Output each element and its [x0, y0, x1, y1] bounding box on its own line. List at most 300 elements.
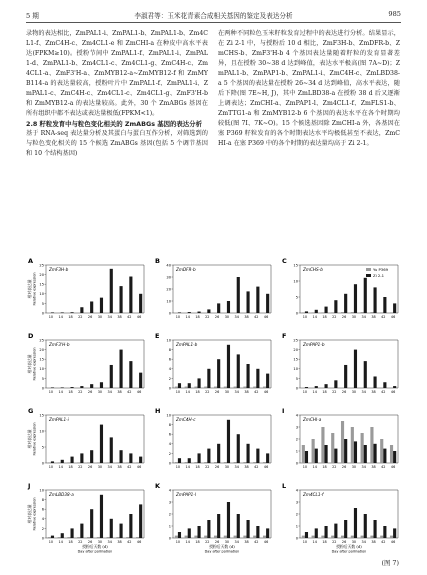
bar-yu-p369: [67, 537, 70, 538]
bar-zi-2-1: [139, 294, 142, 313]
bar-yu-p369: [224, 387, 227, 388]
x-tick-label: 38: [371, 390, 376, 394]
y-axis-label-en: Relative expression: [32, 422, 37, 456]
y-tick-label: 6: [168, 432, 171, 437]
bar-yu-p369: [194, 462, 197, 463]
x-tick-label: 18: [322, 540, 327, 544]
legend-label-yu-p369: Yu P369: [373, 266, 389, 272]
bar-zi-2-1: [120, 350, 123, 388]
x-tick-label: 42: [381, 540, 386, 544]
bar-zi-2-1: [139, 457, 142, 463]
bar-zi-2-1: [315, 528, 318, 538]
x-tick-label: 34: [361, 390, 366, 394]
bar-zi-2-1: [198, 378, 201, 388]
x-tick-label: 26: [214, 465, 220, 469]
y-tick-label: 0: [168, 536, 171, 541]
bar-yu-p369: [234, 387, 237, 388]
y-axis-label-cn: 相对表达量: [27, 429, 32, 449]
bar-zi-2-1: [334, 300, 337, 313]
bar-zi-2-1: [80, 453, 83, 463]
x-tick-label: 26: [214, 315, 220, 319]
bar-yu-p369: [312, 439, 315, 463]
bar-zi-2-1: [383, 449, 386, 463]
x-tick-label: 38: [244, 465, 249, 469]
x-axis-label-cn: 授粉后天数 (d): [209, 544, 235, 549]
y-tick-label: 20: [293, 348, 298, 352]
bar-zi-2-1: [227, 345, 230, 388]
bar-yu-p369: [234, 536, 237, 538]
x-tick-label: 14: [312, 390, 317, 394]
x-tick-label: 46: [390, 390, 396, 394]
bar-yu-p369: [175, 536, 178, 538]
x-axis-label-en: Day after pollination: [331, 549, 367, 554]
bar-zi-2-1: [90, 384, 93, 388]
bar-zi-2-1: [61, 312, 64, 313]
bar-zi-2-1: [178, 532, 181, 538]
x-tick-label: 22: [205, 465, 210, 469]
y-tick-label: 4: [168, 488, 171, 493]
bar-zi-2-1: [393, 303, 396, 313]
bar-zi-2-1: [120, 286, 123, 313]
x-tick-label: 34: [107, 540, 112, 544]
bar-zi-2-1: [247, 291, 250, 313]
panel-letter: H: [155, 407, 161, 415]
x-tick-label: 38: [371, 315, 376, 319]
x-tick-label: 10: [302, 540, 308, 544]
x-tick-label: 34: [361, 465, 366, 469]
bar-yu-p369: [126, 537, 129, 538]
y-tick-label: 0: [295, 311, 298, 316]
x-tick-label: 38: [244, 540, 249, 544]
x-tick-label: 42: [127, 540, 132, 544]
x-tick-label: 14: [58, 540, 63, 544]
header-rule: [26, 22, 401, 23]
bar-zi-2-1: [217, 359, 220, 388]
y-tick-label: 0: [168, 461, 171, 466]
bar-zi-2-1: [383, 526, 386, 538]
x-tick-label: 46: [263, 315, 269, 319]
issue-number: 5 期: [26, 12, 39, 20]
x-tick-label: 18: [322, 465, 327, 469]
x-tick-label: 42: [381, 465, 386, 469]
x-axis-label-en: Day after pollination: [204, 549, 240, 554]
bar-zi-2-1: [227, 502, 230, 538]
bar-yu-p369: [204, 387, 207, 388]
bar-zi-2-1: [100, 495, 103, 538]
bar-yu-p369: [312, 536, 315, 538]
right-column: [218, 29, 400, 149]
x-tick-label: 46: [390, 315, 396, 319]
x-tick-label: 30: [351, 390, 357, 394]
bar-zi-2-1: [207, 309, 210, 313]
bar-yu-p369: [370, 536, 373, 538]
x-tick-label: 26: [341, 540, 347, 544]
bar-yu-p369: [341, 312, 344, 313]
bar-zi-2-1: [207, 520, 210, 538]
bar-zi-2-1: [71, 312, 74, 313]
bar-zi-2-1: [207, 369, 210, 388]
bar-zi-2-1: [247, 444, 250, 463]
y-tick-label: 2: [168, 451, 171, 456]
bar-zi-2-1: [51, 461, 54, 463]
bar-zi-2-1: [344, 520, 347, 538]
bar-zi-2-1: [80, 524, 83, 538]
x-tick-label: 30: [97, 540, 103, 544]
page-number: 985: [388, 10, 401, 18]
bar-zi-2-1: [139, 373, 142, 388]
bar-zi-2-1: [217, 444, 220, 463]
bar-zi-2-1: [51, 536, 54, 538]
bar-zi-2-1: [100, 425, 103, 463]
x-tick-label: 26: [214, 540, 220, 544]
bar-zi-2-1: [383, 297, 386, 313]
running-header: [26, 10, 401, 22]
y-tick-label: 0: [295, 536, 298, 541]
bar-zi-2-1: [354, 441, 357, 463]
x-tick-label: 10: [302, 390, 308, 394]
bar-zi-2-1: [80, 386, 83, 388]
x-tick-label: 30: [351, 465, 357, 469]
y-tick-label: 3: [168, 500, 171, 505]
bar-yu-p369: [263, 536, 266, 538]
bar-zi-2-1: [266, 294, 269, 313]
x-tick-label: 10: [302, 465, 308, 469]
bar-zi-2-1: [344, 294, 347, 313]
x-tick-label: 30: [224, 465, 230, 469]
bar-zi-2-1: [120, 450, 123, 463]
x-tick-label: 34: [107, 390, 112, 394]
panel-gene-title: ZmCHS-b: [303, 267, 323, 272]
bar-yu-p369: [224, 536, 227, 538]
x-tick-label: 14: [312, 465, 317, 469]
bar-zi-2-1: [237, 514, 240, 538]
x-axis-label-en: Day after pollination: [77, 549, 113, 554]
x-tick-label: 34: [107, 315, 112, 319]
y-tick-label: 4: [295, 488, 298, 493]
bar-yu-p369: [341, 536, 344, 538]
x-tick-label: 10: [175, 540, 181, 544]
bar-zi-2-1: [198, 312, 201, 313]
y-tick-label: 10: [39, 488, 44, 493]
bar-yu-p369: [58, 462, 61, 463]
bar-zi-2-1: [374, 444, 377, 463]
bar-zi-2-1: [266, 528, 269, 538]
x-tick-label: 18: [322, 390, 327, 394]
x-tick-label: 46: [263, 465, 269, 469]
bar-yu-p369: [77, 537, 80, 538]
x-tick-label: 46: [263, 540, 269, 544]
bar-yu-p369: [331, 536, 334, 538]
bar-yu-p369: [361, 312, 364, 313]
y-tick-label: 2: [295, 512, 298, 517]
bar-yu-p369: [194, 536, 197, 538]
bar-yu-p369: [302, 536, 305, 538]
bar-yu-p369: [370, 427, 373, 463]
y-axis-label-en: Relative expression: [32, 497, 37, 531]
bar-yu-p369: [48, 537, 51, 538]
y-tick-label: 4: [41, 517, 44, 522]
bar-zi-2-1: [51, 312, 54, 313]
section-heading: 2.8 籽粒发育中与粒色变化相关的 ZmABGs 基因的表达分析: [26, 120, 202, 128]
panel-letter: C: [282, 257, 287, 265]
x-tick-label: 22: [205, 315, 210, 319]
x-tick-label: 34: [234, 465, 239, 469]
y-tick-label: 1: [295, 449, 298, 454]
bar-zi-2-1: [393, 451, 396, 463]
x-axis-label-cn: 授粉后天数 (d): [82, 544, 108, 549]
x-tick-label: 10: [175, 315, 181, 319]
y-tick-label: 8: [168, 348, 171, 352]
y-tick-label: 0: [168, 311, 171, 316]
x-tick-label: 22: [78, 540, 83, 544]
right-paragraph: 在两种不同粒色玉米籽粒发育过程中的表达进行分析。结果显示，在 Zi 2-1 中，与授粉后 10 d 相比，ZmF3H-b、ZmDFR-b、ZmCHS-b、ZmF3'H-b 4 个基因表达量随着籽粒的发育显著差异，且在授粉 30~38 d 达到峰值，表达水平极高(图 7A~D)；ZmPAL1-b、ZmPAP1-b、ZmPAL1-i、ZmC4H-c、ZmLBD38-a 5 个基因的表达量在授粉 26~34 d 达到峰值，高水平表达，随后下降(图 7E~H, J)，其中 ZmLBD38-a 在授粉 38 d 后又逐渐上调表达；ZmCHI-a、ZmPAP1-l、Zm4CL1-f、ZmFLS1-b、ZmTTG1-a 和 ZmMYB12-b 6 个基因的表达水平在各个时期均较低(图 7I、7K~O)。15 个候选基因除 ZmCHI-a 外，各基因在塞 P369 籽粒发育的各个时期表达水平均极低甚至不表达，ZmCHI-a 在塞 P369 中的各个时期的表达量均高于 Zi 2-1。: [218, 30, 400, 147]
bar-zi-2-1: [61, 387, 64, 388]
bar-yu-p369: [136, 462, 139, 463]
panel-gene-title: ZmF3'H-b: [49, 342, 70, 347]
bar-yu-p369: [321, 536, 324, 538]
x-tick-label: 38: [117, 540, 122, 544]
x-tick-label: 26: [341, 465, 347, 469]
y-tick-label: 0: [295, 461, 298, 466]
x-tick-label: 30: [351, 540, 357, 544]
x-tick-label: 30: [224, 540, 230, 544]
x-tick-label: 22: [205, 540, 210, 544]
y-tick-label: 4: [168, 367, 171, 372]
y-tick-label: 0: [168, 386, 171, 391]
bar-zi-2-1: [325, 307, 328, 313]
bar-zi-2-1: [110, 365, 113, 388]
bar-yu-p369: [204, 536, 207, 538]
x-tick-label: 26: [87, 390, 93, 394]
bar-yu-p369: [351, 536, 354, 538]
x-tick-label: 26: [87, 465, 93, 469]
x-tick-label: 38: [244, 390, 249, 394]
panel-letter: B: [155, 257, 160, 265]
y-tick-label: 3: [295, 425, 298, 430]
bar-zi-2-1: [266, 453, 269, 463]
panel-gene-title: ZmPAP1-l: [176, 492, 196, 497]
bar-zi-2-1: [178, 312, 181, 313]
bar-yu-p369: [126, 462, 129, 463]
x-tick-label: 18: [195, 315, 200, 319]
x-tick-label: 42: [381, 315, 386, 319]
x-tick-label: 38: [371, 465, 376, 469]
bar-yu-p369: [263, 462, 266, 463]
bar-zi-2-1: [188, 528, 191, 538]
x-tick-label: 14: [312, 540, 317, 544]
bar-zi-2-1: [129, 453, 132, 463]
bar-zi-2-1: [129, 277, 132, 313]
y-tick-label: 20: [166, 287, 171, 292]
bar-zi-2-1: [237, 434, 240, 463]
y-tick-label: 15: [293, 357, 298, 362]
left-paragraph-2: 基于 RNA-seq 表达量分析及其蛋白与蛋白互作分析，对筛选到的与粒色变化相关的 15 个候选 ZmABGs 基因(包括 5 个调节基因和 10 个结构基因): [26, 130, 208, 157]
x-tick-label: 38: [117, 465, 122, 469]
y-axis-label-cn: 相对表达量: [27, 354, 32, 374]
bar-zi-2-1: [227, 420, 230, 463]
y-tick-label: 5: [295, 295, 298, 300]
bar-yu-p369: [204, 462, 207, 463]
y-tick-label: 2: [168, 512, 171, 517]
bar-zi-2-1: [207, 449, 210, 463]
bar-yu-p369: [194, 387, 197, 388]
x-tick-label: 18: [68, 390, 73, 394]
bar-yu-p369: [253, 387, 256, 388]
x-tick-label: 22: [332, 390, 337, 394]
bar-yu-p369: [77, 462, 80, 463]
legend-swatch-zi-2-1: [366, 274, 371, 277]
bar-zi-2-1: [247, 520, 250, 538]
bar-yu-p369: [185, 387, 188, 388]
x-tick-label: 10: [302, 315, 308, 319]
bar-yu-p369: [390, 536, 393, 538]
left-column: [26, 29, 208, 159]
x-tick-label: 30: [97, 390, 103, 394]
bar-zi-2-1: [188, 312, 191, 313]
panel-gene-title: Zm4CL1-f: [303, 492, 324, 497]
x-tick-label: 14: [312, 315, 317, 319]
y-tick-label: 0: [41, 536, 44, 541]
x-tick-label: 14: [185, 390, 190, 394]
y-axis-label-cn: 相对表达量: [27, 279, 32, 299]
bar-yu-p369: [107, 462, 110, 463]
bar-zi-2-1: [315, 386, 318, 388]
y-tick-label: 10: [39, 292, 44, 297]
bar-zi-2-1: [325, 445, 328, 463]
x-tick-label: 34: [361, 315, 366, 319]
panel-gene-title: ZmLBD38-a: [49, 492, 74, 497]
y-tick-label: 2: [295, 437, 298, 442]
bar-yu-p369: [380, 536, 383, 538]
x-tick-label: 22: [332, 315, 337, 319]
panel-gene-title: ZmPAL1-b: [176, 342, 198, 347]
x-tick-label: 30: [224, 315, 230, 319]
bar-yu-p369: [361, 536, 364, 538]
x-tick-label: 26: [341, 390, 347, 394]
x-tick-label: 18: [68, 540, 73, 544]
y-axis-label-en: Relative expression: [32, 347, 37, 381]
bar-yu-p369: [390, 445, 393, 463]
bar-yu-p369: [341, 421, 344, 463]
bar-zi-2-1: [90, 450, 93, 463]
panel-letter: L: [282, 482, 287, 490]
x-tick-label: 38: [117, 315, 122, 319]
panel-letter: G: [28, 407, 34, 415]
x-tick-label: 34: [234, 540, 239, 544]
x-tick-label: 26: [87, 315, 93, 319]
bar-yu-p369: [116, 537, 119, 538]
bar-zi-2-1: [139, 504, 142, 538]
y-tick-label: 15: [39, 357, 44, 362]
bar-zi-2-1: [129, 361, 132, 388]
bar-zi-2-1: [247, 364, 250, 388]
x-tick-label: 46: [390, 540, 396, 544]
bar-zi-2-1: [188, 383, 191, 388]
x-tick-label: 10: [48, 315, 54, 319]
bar-yu-p369: [331, 312, 334, 313]
bar-yu-p369: [302, 445, 305, 463]
bar-yu-p369: [48, 462, 51, 463]
bar-yu-p369: [331, 433, 334, 463]
bar-zi-2-1: [393, 528, 396, 538]
bar-yu-p369: [107, 537, 110, 538]
bar-yu-p369: [97, 537, 100, 538]
y-axis-label-en: Relative expression: [32, 272, 37, 306]
bar-yu-p369: [361, 433, 364, 463]
bar-zi-2-1: [178, 458, 181, 463]
y-tick-label: 25: [39, 263, 44, 268]
x-tick-label: 42: [381, 390, 386, 394]
y-tick-label: 10: [39, 367, 44, 372]
bar-yu-p369: [321, 427, 324, 463]
bar-zi-2-1: [256, 369, 259, 388]
panel-letter: D: [28, 332, 34, 340]
bar-yu-p369: [243, 536, 246, 538]
x-tick-label: 18: [322, 315, 327, 319]
x-tick-label: 18: [68, 465, 73, 469]
bar-zi-2-1: [256, 526, 259, 538]
bar-yu-p369: [87, 462, 90, 463]
panel-gene-title: ZmDFR-b: [176, 267, 196, 272]
x-tick-label: 18: [195, 540, 200, 544]
y-tick-label: 2: [168, 376, 171, 381]
y-tick-label: 0: [41, 311, 44, 316]
bar-zi-2-1: [80, 307, 83, 313]
bar-zi-2-1: [374, 520, 377, 538]
bar-zi-2-1: [120, 524, 123, 538]
x-tick-label: 18: [68, 315, 73, 319]
x-tick-label: 34: [361, 540, 366, 544]
bar-zi-2-1: [334, 524, 337, 538]
y-tick-label: 8: [41, 498, 44, 502]
bar-yu-p369: [136, 537, 139, 538]
y-tick-label: 25: [39, 338, 44, 343]
x-tick-label: 38: [117, 390, 122, 394]
x-tick-label: 46: [136, 540, 142, 544]
bar-zi-2-1: [305, 311, 308, 313]
bar-yu-p369: [380, 312, 383, 313]
bar-yu-p369: [321, 312, 324, 313]
bar-zi-2-1: [110, 269, 113, 313]
x-tick-label: 42: [254, 540, 259, 544]
bar-yu-p369: [351, 312, 354, 313]
x-tick-label: 10: [48, 540, 54, 544]
bar-yu-p369: [253, 536, 256, 538]
bar-yu-p369: [67, 462, 70, 463]
y-tick-label: 10: [293, 367, 298, 372]
bar-zi-2-1: [237, 277, 240, 313]
bar-zi-2-1: [217, 303, 220, 313]
x-tick-label: 14: [58, 390, 63, 394]
bar-zi-2-1: [110, 519, 113, 538]
bar-zi-2-1: [256, 449, 259, 463]
panel-letter: A: [28, 257, 34, 265]
x-tick-label: 30: [97, 315, 103, 319]
y-tick-label: 30: [166, 275, 171, 280]
x-tick-label: 34: [107, 465, 112, 469]
bar-zi-2-1: [129, 514, 132, 538]
bar-zi-2-1: [61, 533, 64, 538]
figure-7-svg: [26, 255, 402, 555]
bar-zi-2-1: [110, 437, 113, 463]
legend-label-zi-2-1: Zi 2-1: [373, 272, 385, 278]
bar-yu-p369: [263, 387, 266, 388]
panel-gene-title: ZmCHI-a: [303, 417, 322, 422]
y-tick-label: 1: [168, 524, 171, 529]
bar-yu-p369: [224, 462, 227, 463]
x-tick-label: 30: [224, 390, 230, 394]
x-tick-label: 22: [332, 465, 337, 469]
